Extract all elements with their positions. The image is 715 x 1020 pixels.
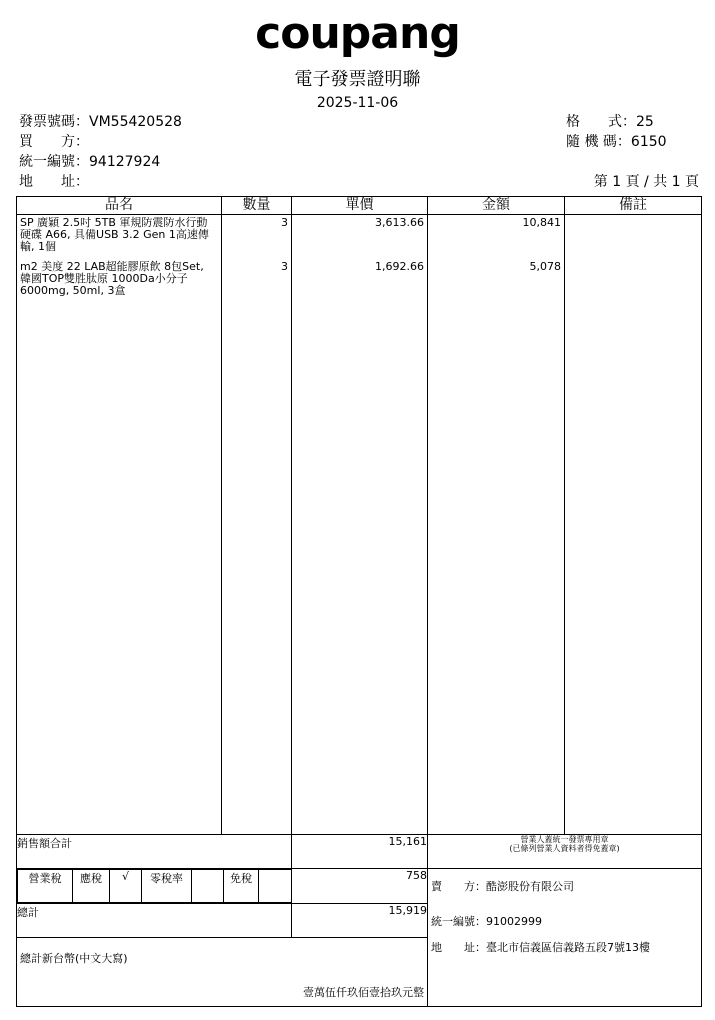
item-name: SP 廣穎 2.5吋 5TB 軍規防震防水行動硬碟 A66, 具備USB 3.2 Gen 1高速傳輸, 1個	[20, 216, 209, 253]
stamp-note-line2: (已條列營業人資料者得免蓋章)	[509, 843, 620, 853]
buyer-label: 買 方：	[19, 134, 89, 150]
seller-tax-id-value: 91002999	[486, 914, 542, 928]
buyer-address-label: 地 址：	[19, 174, 89, 190]
tax-amount: 758	[292, 868, 428, 903]
invoice-number-label: 發票號碼：	[19, 114, 89, 130]
buyer-tax-id-value: 94127924	[89, 154, 161, 170]
seller-info	[428, 868, 702, 1006]
format-label: 格 式：	[566, 114, 636, 130]
stamp-note	[428, 834, 702, 868]
item-qty: 3	[281, 260, 288, 273]
buyer-address	[19, 172, 89, 192]
header-item-name: 品名	[17, 197, 222, 215]
exempt-label: 免稅	[224, 869, 259, 902]
header-note: 備註	[565, 197, 702, 215]
item-note	[565, 215, 701, 259]
stamp-note-line1: 營業人蓋統一發票專用章	[520, 834, 609, 844]
buyer	[19, 132, 89, 152]
invoice-date: 2025-11-06	[316, 95, 399, 111]
seller-name-label: 賣 方：	[431, 879, 486, 893]
item-name: m2 美度 22 LAB超能膠原飲 8包Set, 韓國TOP雙胜肽原 1000Da小分子 6000mg, 50ml, 3盒	[20, 260, 204, 297]
item-note	[565, 259, 701, 303]
taxable-label: 應稅	[73, 869, 110, 902]
random-code-label: 隨 機 碼：	[566, 134, 631, 150]
invoice-number	[19, 112, 182, 132]
header-quantity: 數量	[222, 197, 292, 215]
invoice-table	[16, 196, 702, 1007]
item-unit-price: 1,692.66	[375, 260, 424, 273]
seller-tax-id-label: 統一編號：	[431, 914, 486, 928]
grand-total-label: 總計	[17, 903, 292, 937]
exempt-box	[259, 869, 292, 902]
item-amount: 10,841	[522, 216, 561, 229]
header-amount: 金額	[428, 197, 565, 215]
invoice-format	[566, 112, 654, 132]
grand-total-value: 15,919	[292, 903, 428, 937]
sales-total-value: 15,161	[292, 834, 428, 868]
header-unit-price: 單價	[292, 197, 428, 215]
buyer-tax-id	[19, 152, 160, 172]
page-info: 第 1 頁 / 共 1 頁	[593, 174, 699, 190]
buyer-tax-id-label: 統一編號：	[19, 154, 89, 170]
item-qty: 3	[281, 216, 288, 229]
business-tax-label: 營業稅	[18, 869, 73, 902]
random-code	[566, 132, 667, 152]
chinese-total	[17, 937, 428, 1006]
items-area	[17, 215, 702, 835]
item-unit-price: 3,613.66	[375, 216, 424, 229]
tax-type-row	[17, 868, 292, 903]
item-amount: 5,078	[529, 260, 561, 273]
zero-rate-box	[192, 869, 224, 902]
coupang-logo: coupang	[255, 8, 460, 59]
random-code-value: 6150	[630, 134, 667, 150]
seller-address-label: 地 址：	[431, 940, 486, 954]
sales-total-label: 銷售額合計	[17, 834, 292, 868]
zero-rate-label: 零稅率	[142, 869, 192, 902]
seller-address-value: 臺北市信義區信義路五段7號13樓	[486, 940, 650, 954]
item-amount-column	[428, 215, 565, 835]
invoice-number-value: VM55420528	[89, 114, 182, 130]
tax-type-grid	[17, 869, 291, 903]
seller-tax-id	[428, 904, 701, 939]
seller-address	[428, 939, 701, 957]
format-value: 25	[636, 114, 654, 130]
taxable-check-mark: √	[110, 869, 142, 902]
item-qty-column	[222, 215, 292, 835]
document-title: 電子發票證明聯	[294, 69, 421, 90]
seller-name	[428, 869, 701, 904]
item-note-column	[565, 215, 702, 835]
item-names-column	[17, 215, 222, 835]
chinese-total-label: 總計新台幣(中文大寫)	[20, 951, 128, 965]
seller-name-value: 酷澎股份有限公司	[486, 879, 574, 893]
item-unit-price-column	[292, 215, 428, 835]
chinese-total-value: 壹萬伍仟玖佰壹拾玖元整	[303, 986, 424, 999]
